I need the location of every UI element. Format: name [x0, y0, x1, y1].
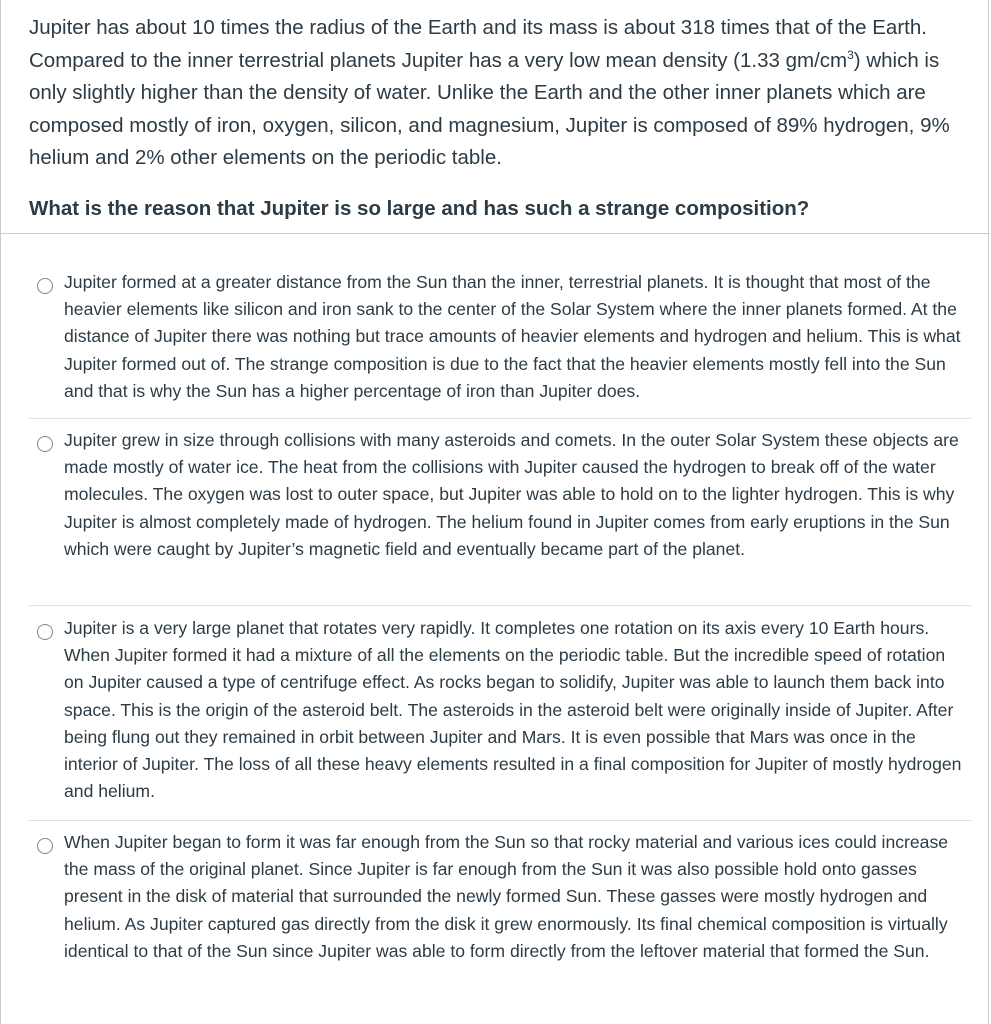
answer-text-4[interactable]: When Jupiter began to form it was far enough from the Sun so that rocky material and various ices could increase the mass of the original planet. Since Jupiter is far enough from the Sun it was also possible hold onto gasses present in the disk of material that surrounded the newly formed Sun. These gasses were mostly hydrogen and helium. As Jupiter captured gas directly from the disk it grew enormously. Its final chemical composition is virtually identical to that of the Sun since Jupiter was able to form directly from the leftover material that formed the Sun.	[64, 832, 949, 961]
radio-button-3[interactable]	[37, 624, 53, 640]
question-prompt: What is the reason that Jupiter is so large and has such a strange composition?	[29, 197, 810, 220]
answer-separator	[29, 418, 971, 419]
question-text	[29, 12, 979, 175]
answer-text-1[interactable]: Jupiter formed at a greater distance from the Sun than the inner, terrestrial planets. It is thought that most of the heavier elements like silicon and iron sank to the center of the Solar System where the inner planets formed. At the distance of Jupiter there was nothing but trace amounts of heavier elements and hydrogen and helium. This is what Jupiter formed out of. The strange composition is due to the fact that the heavier elements mostly fell into the Sun and that is why the Sun has a higher percentage of iron than Jupiter does.	[64, 272, 961, 401]
answer-separator	[29, 820, 971, 821]
answer-text-2[interactable]: Jupiter grew in size through collisions with many asteroids and comets. In the outer Solar System these objects are made mostly of water ice. The heat from the collisions with Jupiter caused the hydrogen to break off of the water molecules. The oxygen was lost to outer space, but Jupiter was able to hold on to the lighter hydrogen. This is why Jupiter is almost completely made of hydrogen. The helium found in Jupiter comes from early eruptions in the Sun which were caught by Jupiter’s magnetic field and eventually became part of the planet.	[64, 430, 959, 559]
radio-button-4[interactable]	[37, 838, 53, 854]
radio-button-1[interactable]	[37, 278, 53, 294]
question-text-part-2: ) which is only slightly higher than the density of water. Unlike the Earth and the other inner planets which are composed mostly of iron, oxygen, silicon, and magnesium, Jupiter is composed of 89% hydrogen, 9% helium and 2% other elements on the periodic table.	[29, 48, 950, 169]
radio-button-2[interactable]	[37, 436, 53, 452]
question-text-part-1: Jupiter has about 10 times the radius of the Earth and its mass is about 318 times that of the Earth. Compared to the inner terrestrial planets Jupiter has a very low mean density (1.33 gm/cm	[29, 16, 927, 72]
answers-top-divider	[1, 233, 990, 234]
answer-text-3[interactable]: Jupiter is a very large planet that rotates very rapidly. It completes one rotation on its axis every 10 Earth hours. When Jupiter formed it had a mixture of all the elements on the periodic table. But the incredible speed of rotation on Jupiter caused a type of centrifuge effect. As rocks began to solidify, Jupiter was able to launch them back into space. This is the origin of the asteroid belt. The asteroids in the asteroid belt were originally inside of Jupiter. After being flung out they remained in orbit between Jupiter and Mars. It is even possible that Mars was once in the interior of Jupiter. The loss of all these heavy elements resulted in a final composition for Jupiter of mostly hydrogen and helium.	[64, 618, 962, 802]
answer-separator	[29, 605, 971, 606]
superscript-3: 3	[847, 47, 854, 62]
